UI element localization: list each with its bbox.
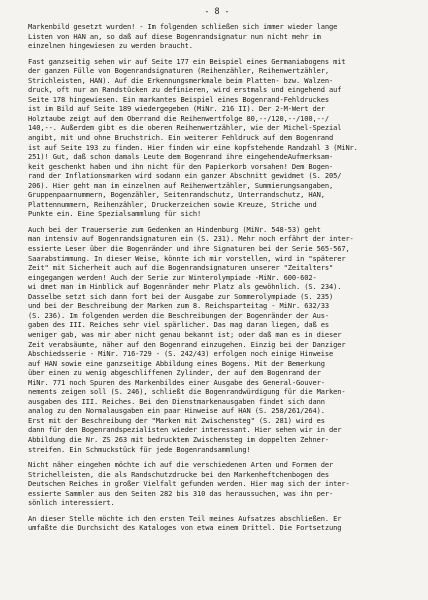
- text-line: essierte Sammler aus den Seiten 282 bis 310 das heraussuchen, was ihn per-: [28, 488, 334, 498]
- text-line: 140,--. Außerdem gibt es die oberen Reihenwertzähler, wie der Michel-Spezial: [28, 123, 342, 133]
- text-line: nements zeigen soll (S. 246), schließt die Bogenrandwürdigung für die Marken-: [28, 387, 346, 397]
- text-line: analog zu den Normalausgaben ein paar Hinweise auf HAN (S. 258/261/264).: [28, 406, 325, 416]
- text-line: auf HAN sowie eine ganzseitige Abbildung eines Bogens. Mit der Bemerkung: [28, 358, 325, 368]
- text-line: Auch bei der Trauerserie zum Gedenken an Hindenburg (MiNr. 548-53) geht: [28, 224, 321, 234]
- text-line: Punkte ein. Eine Spezialsammlung für sich!: [28, 209, 202, 219]
- text-line: Dasselbe setzt sich dann fort bei der Ausgabe zur Sommerolympiade (S. 235): [28, 291, 334, 301]
- text-line: Gruppenpaarnummern, Bogenzähler, Seitenrandschutz, Unterrandschutz, HAN,: [28, 190, 325, 200]
- text-line: An dieser Stelle möchte ich den ersten Teil meines Aufsatzes abschließen. Er: [28, 513, 342, 523]
- text-line: ist im Bild auf Seite 189 wiedergegeben (MiNr. 216 II). Der 2-M-Wert der: [28, 104, 325, 114]
- text-line: wi dmet man im Hinblick auf Bogenränder mehr Platz als gewöhnlich. (S. 234).: [28, 282, 342, 292]
- text-line: Zeit verabsäumte, näher auf den Bogenrand einzugehen. Einzig bei der Danziger: [28, 339, 346, 349]
- article-body: [28, 22, 406, 533]
- text-line: Listen von HAN an, so daß auf diese Bogenrandsignatur nun nicht mehr im: [28, 31, 321, 41]
- text-line: (S. 236). Im folgenden werden die Beschreibungen der Bogenränder der Aus-: [28, 310, 329, 320]
- text-line: Zeit" mit Sicherheit auch auf die Bogenrandsignaturen unserer "Zeitalters": [28, 263, 334, 273]
- text-line: über einen zu wenig abgeschliffenen Zylinder, der auf dem Bogenrand der: [28, 368, 321, 378]
- text-line: druck, oft nur an Randstücken zu definieren, wird erstmals und eingehend auf: [28, 85, 342, 95]
- text-line: Strichleisten, HAN). Auf die Erkennungsmerkmale beim Platten- bzw. Walzen-: [28, 75, 334, 85]
- paragraph: [28, 460, 406, 508]
- text-line: MiNr. 771 noch Spuren des Markenbildes einer Ausgabe des General-Gouver-: [28, 377, 325, 387]
- text-line: 251)! Gut, daß schon damals Leute dem Bogenrand ihre eingehendeAufmerksam-: [28, 152, 334, 162]
- text-line: dann für den Bogenrandspezialisten wieder interessant. Hier sehen wir in der: [28, 425, 342, 435]
- text-line: essierte Leser über die Bogenränder und ihre Signaturen bei der Serie 565-567,: [28, 244, 350, 254]
- text-line: Strichelleisten, die als Randschutzdrucke bei den Markenheftchenbogen des: [28, 469, 329, 479]
- text-line: weniger gab, was mir aber nicht genau bekannt ist; oder daß man es in dieser: [28, 329, 342, 339]
- text-line: rand der Inflationsmarken wird sodann ein ganzer Abschnitt gewidmet (S. 205/: [28, 171, 342, 181]
- text-line: angibt, mit und ohne Bruchstrich. Ein weiterer Fehldruck auf dem Bogenrand: [28, 133, 334, 143]
- text-line: keit geschenkt haben und ihn nicht für den Papierkorb vorsahen! Dem Bogen-: [28, 161, 334, 171]
- text-line: Deutschen Reiches in großer Vielfalt gefunden werden. Hier mag sich der inter-: [28, 479, 350, 489]
- text-line: Holztaube zeigt auf dem Oberrand die Reihenwertfolge 80,--/120,--/100,--/: [28, 113, 329, 123]
- paragraph: [28, 22, 406, 51]
- text-line: streifen. Ein Schmuckstück für jede Bogenrandsammlung!: [28, 444, 251, 454]
- text-line: Seite 178 hingewiesen. Ein markantes Beispiel eines Bogenrand-Fehldruckes: [28, 94, 329, 104]
- paragraph: [28, 514, 406, 533]
- text-line: Saarabstimmung. In dieser Weise, könnte ich mir vorstellen, wird in "späterer: [28, 253, 346, 263]
- text-line: 206). Hier geht man im einzelnen auf Reihenwertzähler, Summierungsangaben,: [28, 180, 334, 190]
- text-line: Markenbild gesetzt wurden! - Im folgenden schließen sich immer wieder lange: [28, 22, 338, 31]
- text-line: eingegangen werden! Auch der Serie zur Winterolympiade -MiNr. 600-602-: [28, 272, 317, 282]
- text-line: gaben des III. Reiches sehr viel spärlicher. Das mag daran liegen, daß es: [28, 320, 329, 330]
- page-number: - 8 -: [204, 6, 230, 16]
- text-line: der ganzen Fülle von Bogenrandsignaturen (Reihenzähler, Reihenwertzähler,: [28, 66, 329, 76]
- text-line: und bei der Beschreibung der Marken zum 8. Reichsparteitag - MiNr. 632/33: [28, 301, 329, 311]
- text-line: Fast ganzseitig sehen wir auf Seite 177 ein Beispiel eines Germaniabogens mit: [28, 56, 346, 66]
- paragraph: [28, 225, 406, 454]
- text-line: Abbildung die Nr. ZS 263 mit bedrucktem Zwischensteg im doppelten Zehner-: [28, 434, 329, 444]
- text-line: Abschiedsserie - MiNr. 716-729 - (S. 242/43) erfolgen noch einige Hinweise: [28, 349, 334, 359]
- text-line: ist auf Seite 193 zu finden. Hier finden wir eine kopfstehende Randzahl 3 (MiNr.: [28, 142, 358, 152]
- text-line: man intensiv auf Bogenrandsignaturen ein (S. 231). Mehr noch erfährt der inter-: [28, 234, 354, 244]
- text-line: umfaßte die Durchsicht des Kataloges von etwa einem Drittel. Die Fortsetzung: [28, 523, 342, 533]
- text-line: einzelnen hingewiesen zu werden braucht.: [28, 41, 193, 51]
- text-line: ausgaben des III. Reiches. Bei den Dienstmarkenausgaben findet sich dann: [28, 396, 325, 406]
- paragraph: [28, 57, 406, 219]
- text-line: Erst mit der Beschreibung der "Marken mit Zwischensteg" (S. 281) wird es: [28, 415, 325, 425]
- text-line: sönlich interessiert.: [28, 498, 115, 508]
- text-line: Plattennummern, Reihenzähler, Druckerzeichen sowie Kreuze, Striche und: [28, 199, 317, 209]
- text-line: Nicht näher eingehen möchte ich auf die verschiedenen Arten und Formen der: [28, 460, 334, 470]
